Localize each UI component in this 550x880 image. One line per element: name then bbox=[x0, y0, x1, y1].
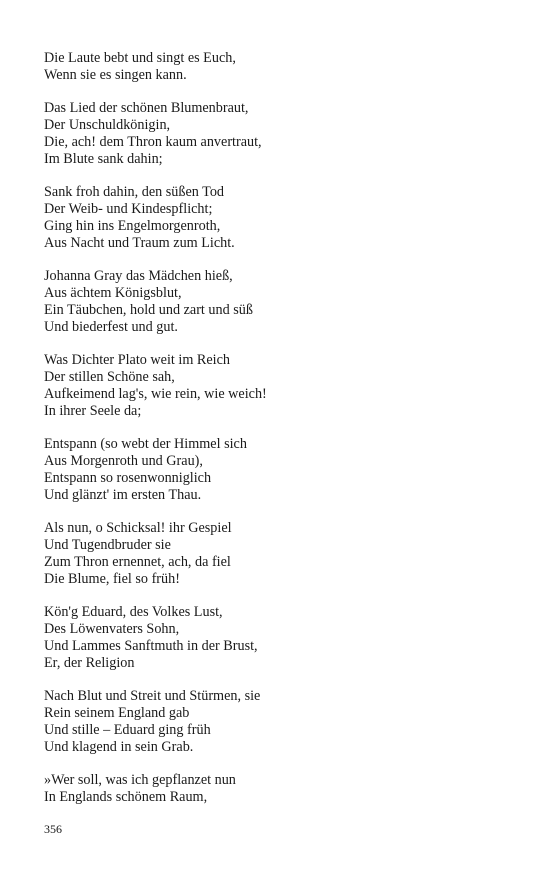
stanza bbox=[44, 352, 514, 420]
poem-line: Und stille – Eduard ging früh bbox=[44, 722, 211, 738]
poem-line: Aus Morgenroth und Grau), bbox=[44, 453, 203, 469]
poem-line: Und Tugendbruder sie bbox=[44, 537, 171, 553]
poem-line: In Englands schönem Raum, bbox=[44, 789, 208, 805]
poem-line: Die Blume, fiel so früh! bbox=[44, 571, 180, 587]
poem-line: Ging hin ins Engelmorgenroth, bbox=[44, 218, 221, 234]
stanza bbox=[44, 268, 514, 336]
poem-line: Aus Nacht und Traum zum Licht. bbox=[44, 235, 235, 251]
poem-line: Aus ächtem Königsblut, bbox=[44, 285, 182, 301]
poem-line: Und glänzt' im ersten Thau. bbox=[44, 487, 202, 503]
poem-line: Zum Thron ernennet, ach, da fiel bbox=[44, 554, 231, 570]
poem-line: Und Lammes Sanftmuth in der Brust, bbox=[44, 638, 258, 654]
poem-line: Die, ach! dem Thron kaum anvertraut, bbox=[44, 134, 262, 150]
poem-text bbox=[44, 50, 514, 822]
stanza bbox=[44, 772, 514, 806]
poem-line: Nach Blut und Streit und Stürmen, sie bbox=[44, 688, 261, 704]
poem-line: Der Weib- und Kindespflicht; bbox=[44, 201, 213, 217]
poem-line: Was Dichter Plato weit im Reich bbox=[44, 352, 231, 368]
poem-line: Rein seinem England gab bbox=[44, 705, 190, 721]
poem-line: Ein Täubchen, hold und zart und süß bbox=[44, 302, 253, 318]
stanza bbox=[44, 688, 514, 756]
stanza bbox=[44, 604, 514, 672]
poem-line: Er, der Religion bbox=[44, 655, 135, 671]
poem-line: Als nun, o Schicksal! ihr Gespiel bbox=[44, 520, 232, 536]
poem-line: Die Laute bebt und singt es Euch, bbox=[44, 50, 236, 66]
poem-line: Des Löwenvaters Sohn, bbox=[44, 621, 180, 637]
stanza bbox=[44, 100, 514, 168]
poem-line: Sank froh dahin, den süßen Tod bbox=[44, 184, 225, 200]
poem-line: Das Lied der schönen Blumenbraut, bbox=[44, 100, 249, 116]
stanza bbox=[44, 184, 514, 252]
stanza bbox=[44, 50, 514, 84]
poem-line: Im Blute sank dahin; bbox=[44, 151, 163, 167]
poem-line: »Wer soll, was ich gepflanzet nun bbox=[44, 772, 236, 788]
stanza bbox=[44, 436, 514, 504]
poem-line: Entspann so rosenwonniglich bbox=[44, 470, 212, 486]
poem-line: Und biederfest und gut. bbox=[44, 319, 178, 335]
poem-line: Der Unschuldkönigin, bbox=[44, 117, 171, 133]
poem-line: In ihrer Seele da; bbox=[44, 403, 142, 419]
page-number: 356 bbox=[44, 822, 62, 836]
poem-line: Johanna Gray das Mädchen hieß, bbox=[44, 268, 233, 284]
poem-line: Aufkeimend lag's, wie rein, wie weich! bbox=[44, 386, 267, 402]
poem-line: Der stillen Schöne sah, bbox=[44, 369, 175, 385]
poem-line: Und klagend in sein Grab. bbox=[44, 739, 194, 755]
poem-line: Kön'g Eduard, des Volkes Lust, bbox=[44, 604, 223, 620]
stanza bbox=[44, 520, 514, 588]
poem-line: Wenn sie es singen kann. bbox=[44, 67, 187, 83]
poem-line: Entspann (so webt der Himmel sich bbox=[44, 436, 247, 452]
